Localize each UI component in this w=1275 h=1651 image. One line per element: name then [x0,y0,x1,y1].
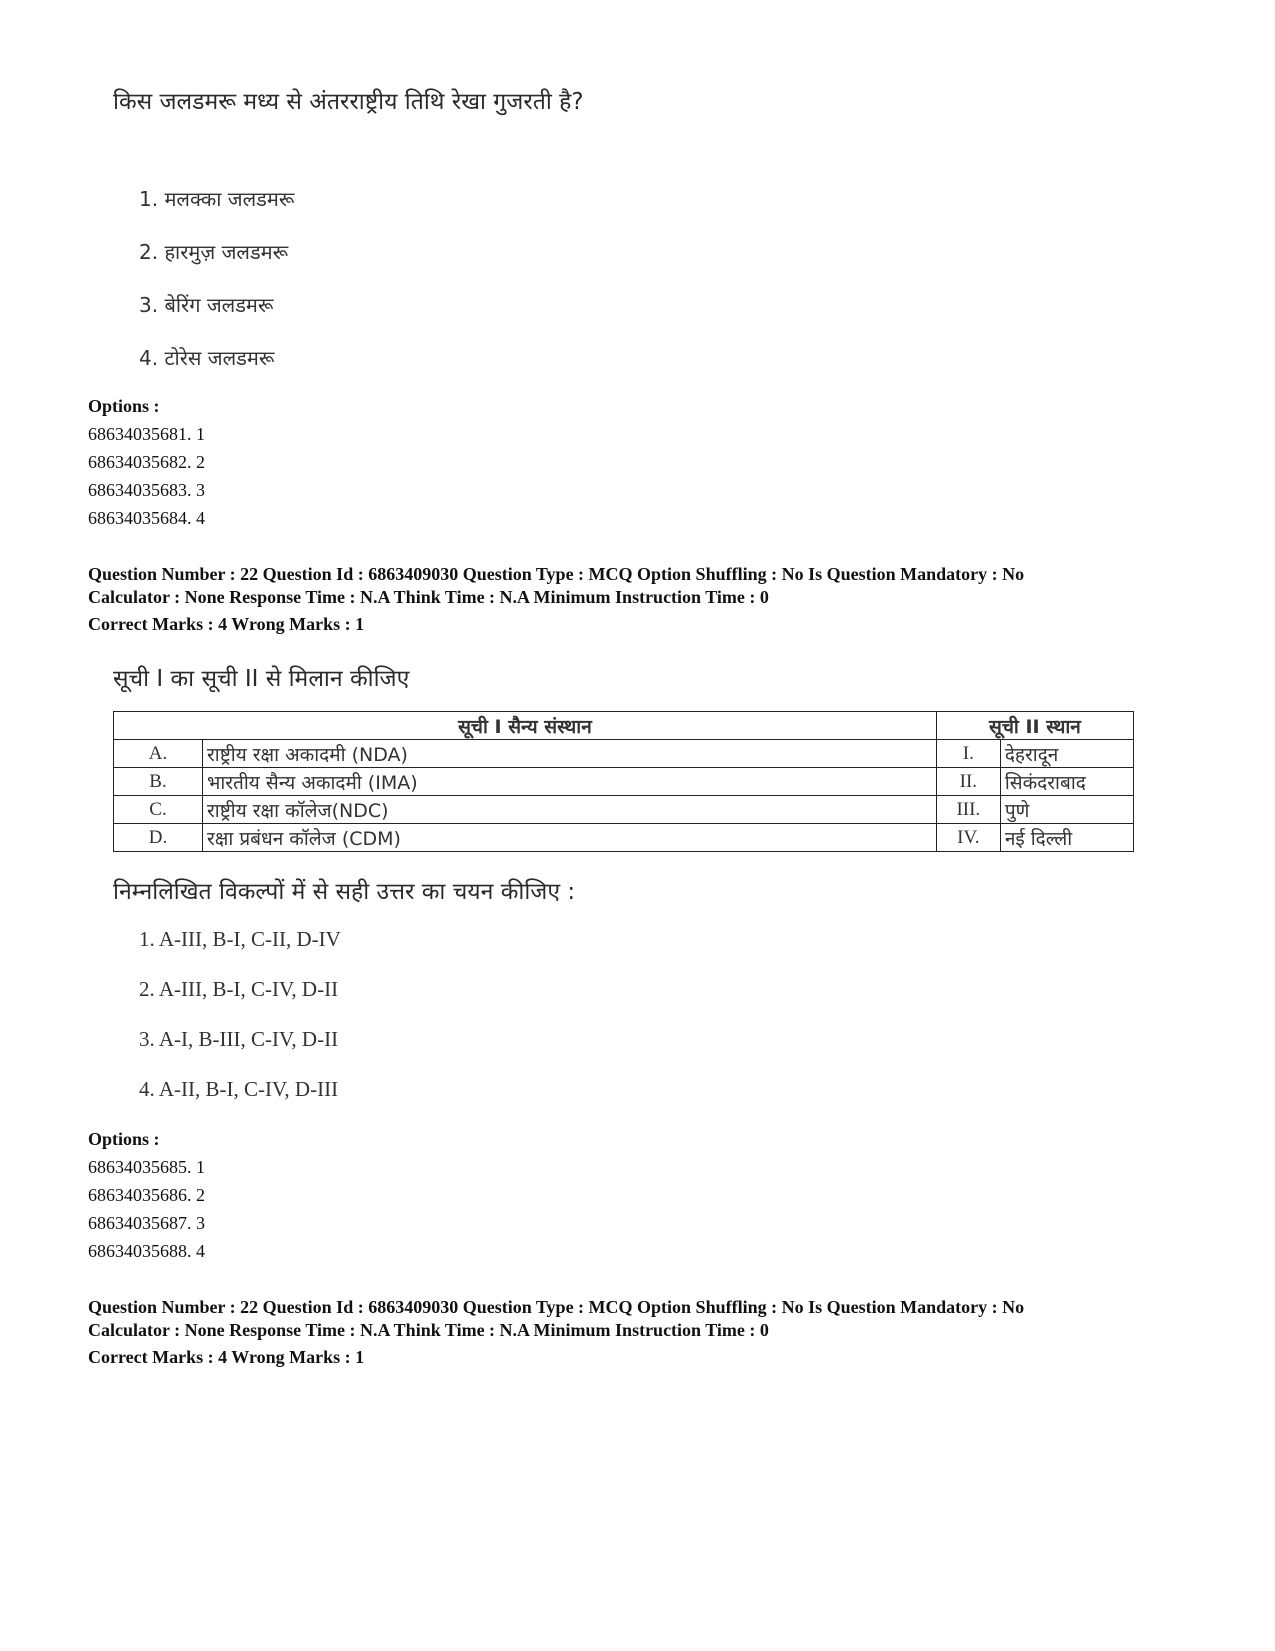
table-row [114,768,1134,796]
header-list-1: सूची I सैन्य संस्थान [114,712,937,740]
row-letter: C. [114,796,203,824]
marks-line: Correct Marks : 4 Wrong Marks : 1 [88,614,365,634]
option-id: 68634035686. 2 [88,1185,205,1205]
row-roman: I. [936,740,1000,768]
option-id-list [88,1153,205,1265]
row-place: नई दिल्ली [1000,824,1133,852]
choice-2: 2. हारमुज़ जलडमरू [139,240,289,264]
choice-1: 1. मलक्का जलडमरू [139,187,295,211]
marks-line: Correct Marks : 4 Wrong Marks : 1 [88,1347,365,1367]
meta-line-1: Question Number : 22 Question Id : 6863409030 Question Type : MCQ Option Shuffling : No Is Question Mandatory : No [88,564,1025,584]
option-id: 68634035682. 2 [88,452,205,472]
table-row [114,796,1134,824]
option-id: 68634035681. 1 [88,424,205,444]
row-letter: D. [114,824,203,852]
meta-line-2: Calculator : None Response Time : N.A Think Time : N.A Minimum Instruction Time : 0 [88,587,769,607]
meta-line-2: Calculator : None Response Time : N.A Think Time : N.A Minimum Instruction Time : 0 [88,1320,769,1340]
instruction-text: निम्नलिखित विकल्पों में से सही उत्तर का चयन कीजिए : [113,879,576,905]
choice-1: 1. A-III, B-I, C-II, D-IV [139,927,341,951]
row-item: रक्षा प्रबंधन कॉलेज (CDM) [203,824,937,852]
choice-4: 4. A-II, B-I, C-IV, D-III [139,1077,339,1101]
choice-3: 3. बेरिंग जलडमरू [139,293,274,317]
choice-4: 4. टोरेस जलडमरू [139,346,275,370]
row-item: राष्ट्रीय रक्षा कॉलेज(NDC) [203,796,937,824]
row-place: सिकंदराबाद [1000,768,1133,796]
row-item: भारतीय सैन्य अकादमी (IMA) [203,768,937,796]
row-place: पुणे [1000,796,1133,824]
question-meta [88,1296,1208,1369]
row-place: देहरादून [1000,740,1133,768]
options-label: Options : [88,1129,160,1149]
match-table-wrap [113,711,1134,852]
table-header-row [114,712,1134,740]
question-text: सूची I का सूची II से मिलान कीजिए [113,666,410,692]
row-roman: II. [936,768,1000,796]
option-id: 68634035683. 3 [88,480,205,500]
row-letter: B. [114,768,203,796]
option-id: 68634035688. 4 [88,1241,205,1261]
header-list-2: सूची II स्थान [936,712,1133,740]
meta-line-1: Question Number : 22 Question Id : 6863409030 Question Type : MCQ Option Shuffling : No Is Question Mandatory : No [88,1297,1025,1317]
option-id: 68634035687. 3 [88,1213,205,1233]
option-id-list [88,420,205,532]
table-row [114,824,1134,852]
options-label: Options : [88,396,160,416]
row-roman: IV. [936,824,1000,852]
choice-2: 2. A-III, B-I, C-IV, D-II [139,977,339,1001]
match-table [113,711,1134,852]
question-meta [88,563,1208,636]
row-item: राष्ट्रीय रक्षा अकादमी (NDA) [203,740,937,768]
row-letter: A. [114,740,203,768]
option-id: 68634035684. 4 [88,508,205,528]
question-text: किस जलडमरू मध्य से अंतरराष्ट्रीय तिथि रेखा गुजरती है? [113,89,584,115]
row-roman: III. [936,796,1000,824]
choice-3: 3. A-I, B-III, C-IV, D-II [139,1027,339,1051]
table-row [114,740,1134,768]
option-id: 68634035685. 1 [88,1157,205,1177]
